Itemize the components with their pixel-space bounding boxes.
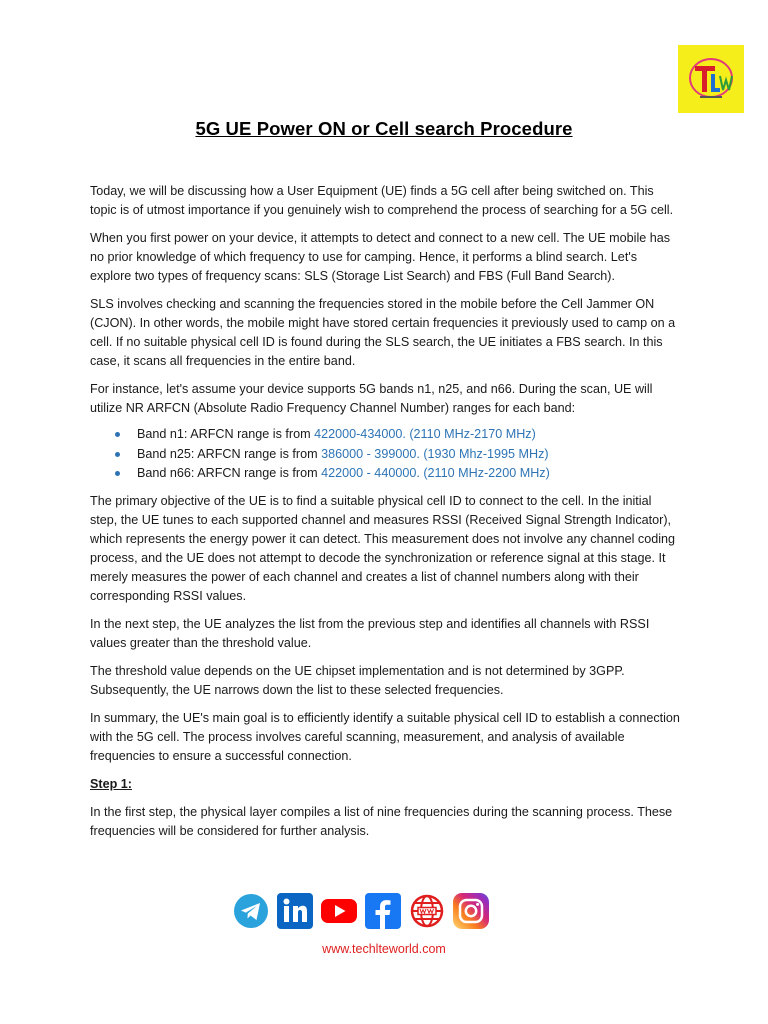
facebook-icon[interactable] xyxy=(365,893,401,929)
logo-icon xyxy=(686,54,736,104)
list-item xyxy=(90,464,680,484)
linkedin-icon[interactable] xyxy=(277,893,313,929)
band-range-link[interactable]: 422000 - 440000. (2110 MHz-2200 MHz) xyxy=(321,466,550,480)
paragraph-sls: SLS involves checking and scanning the frequencies stored in the mobile before the Cell Jammer ON (CJON). In other words, the mobile might have stored certain frequencies it previously used to camp on a cell. If no suitable physical cell ID is found during the SLS search, the UE initiates a FBS search. In this case, it scans all frequencies in the entire band. xyxy=(90,297,676,368)
bullet-icon xyxy=(115,432,120,437)
paragraph-intro: Today, we will be discussing how a User Equipment (UE) finds a 5G cell after being switched on. This topic is of utmost importance if you genuinely wish to comprehend the process of searching for a 5G cell. xyxy=(90,184,674,217)
document-body xyxy=(90,182,680,850)
band-label: Band n1: ARFCN range is from xyxy=(137,427,315,441)
page-title: 5G UE Power ON or Cell search Procedure xyxy=(195,118,573,139)
step-1-heading: Step 1: xyxy=(90,776,132,791)
youtube-icon[interactable] xyxy=(321,893,357,929)
social-icons-bar xyxy=(233,893,489,929)
band-label: Band n66: ARFCN range is from xyxy=(137,466,322,480)
list-item xyxy=(90,445,680,465)
web-icon[interactable] xyxy=(409,893,445,929)
list-item xyxy=(90,425,680,445)
band-range-link[interactable]: 386000 - 399000. (1930 Mhz-1995 MHz) xyxy=(321,446,549,461)
paragraph-power-on: When you first power on your device, it attempts to detect and connect to a new cell. The UE mobile has no prior knowledge of which frequency to use for camping. Hence, it performs a blind search. Let's explore two types of frequency scans: SLS (Storage List Search) and FBS (Full Band Search). xyxy=(90,231,671,283)
instagram-icon[interactable] xyxy=(453,893,489,929)
paragraph-summary: In summary, the UE's main goal is to efficiently identify a suitable physical cell ID to establish a connection with the 5G cell. The process involves careful scanning, measurement, and analysis of available frequencies to ensure a successful connection. xyxy=(90,710,680,763)
paragraph-step-1: In the first step, the physical layer compiles a list of nine frequencies during the scanning process. These frequencies will be considered for further analysis. xyxy=(90,804,673,838)
bullet-icon xyxy=(115,471,120,476)
paragraph-bands-intro: For instance, let's assume your device supports 5G bands n1, n25, and n66. During the scan, UE will utilize NR ARFCN (Absolute Radio Frequency Channel Number) ranges for each band: xyxy=(90,382,653,415)
techlteworld-logo xyxy=(678,45,744,113)
telegram-icon[interactable] xyxy=(233,893,269,929)
paragraph-next-step: In the next step, the UE analyzes the list from the previous step and identifies all channels with RSSI values greater than the threshold value. xyxy=(90,616,650,650)
band-label: Band n25: ARFCN range is from xyxy=(137,446,322,461)
band-list xyxy=(90,425,680,484)
paragraph-threshold: The threshold value depends on the UE chipset implementation and is not determined by 3GPP. Subsequently, the UE narrows down the list to these selected frequencies. xyxy=(90,663,625,697)
paragraph-objective: The primary objective of the UE is to find a suitable physical cell ID to connect to the cell. In the initial step, the UE tunes to each supported channel and measures RSSI (Received Signal Strength Indicator), which represents the energy power it can detect. This measurement does not involve any channel coding process, and the UE does not attempt to decode the synchronization or reference signal at this stage. It merely measures the power of each channel and creates a list of channel numbers along with their corresponding RSSI values. xyxy=(90,493,676,603)
bullet-icon xyxy=(115,452,120,457)
band-range-link[interactable]: 422000-434000. (2110 MHz-2170 MHz) xyxy=(314,427,536,441)
footer-website-link[interactable]: www.techlteworld.com xyxy=(322,942,446,956)
